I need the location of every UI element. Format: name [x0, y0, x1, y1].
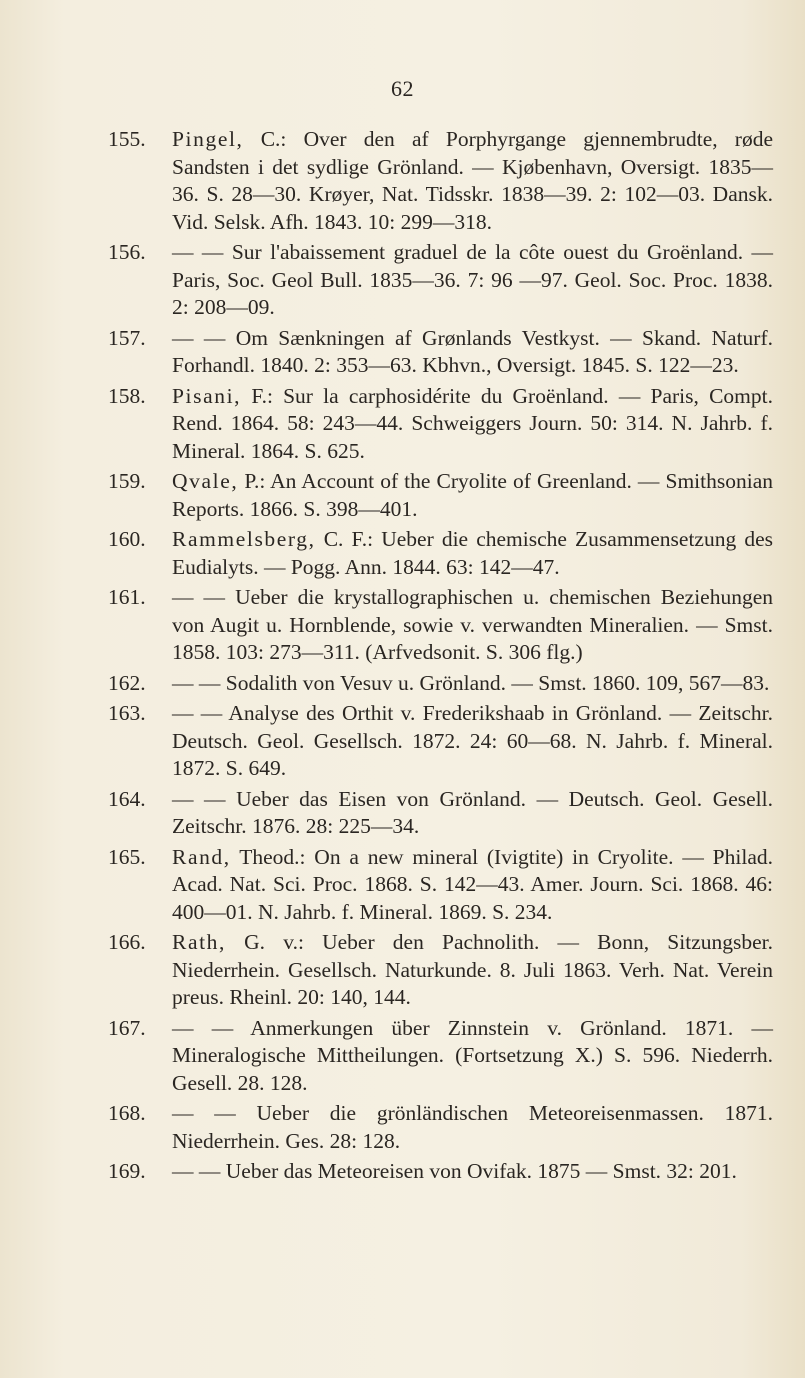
entry-text: [172, 383, 773, 466]
entry-number: 163.: [108, 701, 146, 725]
entry-text: [172, 325, 773, 380]
entry-citation: — — Ueber die krystallographischen u. chemischen Beziehungen von Augit u. Hornblende, sowie v. verwandten Mineralien. — Smst. 1858. 103: 273—311. (Arfvedsonit. S. 306 flg.): [172, 585, 773, 664]
entry-text: [172, 1015, 773, 1098]
entry-number: 168.: [108, 1101, 146, 1125]
entry-text: [172, 126, 773, 236]
entry-citation: — — Ueber das Eisen von Grönland. — Deutsch. Geol. Gesell. Zeitschr. 1876. 28: 225—34.: [172, 786, 773, 838]
entry-number: 169.: [108, 1159, 146, 1183]
entry-number: 160.: [108, 527, 146, 551]
entry-citation: C. F.: Ueber die chemische Zusammensetzung des Eudialyts. — Pogg. Ann. 1844. 63: 142—47.: [172, 527, 773, 579]
entry-number: 158.: [108, 383, 146, 408]
entry-citation: — — Om Sænkningen af Grønlands Vestkyst. — Skand. Naturf. Forhandl. 1840. 2: 353—63. Kbhvn., Oversigt. 1845. S. 122—23.: [172, 325, 773, 377]
bibliography-entry: [108, 786, 773, 841]
entry-citation: — — Analyse des Orthit v. Frederikshaab in Grönland. — Zeitschr. Deutsch. Geol. Gesellsch. 1872. 24: 60—68. N. Jahrb. f. Mineral. 1872. S. 649.: [172, 701, 773, 780]
bibliography-entry: [108, 468, 773, 523]
entry-text: [172, 700, 773, 783]
entry-citation: — — Ueber das Meteoreisen von Ovifak. 1875 — Smst. 32: 201.: [172, 1159, 737, 1183]
entry-author: Rand,: [172, 844, 231, 869]
bibliography-entry: [108, 1100, 773, 1155]
entry-author: Rath,: [172, 930, 226, 954]
entry-text: [172, 1158, 773, 1186]
bibliography-entry: [108, 526, 773, 581]
bibliography-entry: [108, 1158, 773, 1186]
entry-text: [172, 929, 773, 1012]
bibliography-entry: [108, 844, 773, 927]
entry-text: [172, 239, 773, 322]
entry-citation: — — Ueber die grönländischen Meteoreisenmassen. 1871. Niederrhein. Ges. 28: 128.: [172, 1101, 773, 1153]
entry-number: 166.: [108, 930, 146, 954]
page-number: 62: [391, 76, 414, 101]
bibliography-entry: [108, 383, 773, 466]
bibliography-entry: [108, 239, 773, 322]
entry-citation: C.: Over den af Porphyrgange gjennembrudte, røde Sandsten i det sydlige Grönland. — Kjøbenhavn, Oversigt. 1835—36. S. 28—30. Krøyer, Nat. Tidsskr. 1838—39. 2: 102—03. Dansk. Vid. Selsk. Afh. 1843. 10: 299—318.: [172, 127, 773, 234]
entry-citation: Theod.: On a new mineral (Ivigtite) in Cryolite. — Philad. Acad. Nat. Sci. Proc. 1868. S. 142—43. Amer. Journ. Sci. 1868. 46: 400—01. N. Jahrb. f. Mineral. 1869. S. 234.: [172, 844, 773, 924]
entry-citation: — — Anmerkungen über Zinnstein v. Grönland. 1871. — Mineralogische Mittheilungen. (Fortsetzung X.) S. 596. Niederrh. Gesell. 28. 128.: [172, 1015, 773, 1095]
bibliography-list: [108, 126, 773, 1189]
entry-author: Rammelsberg,: [172, 527, 316, 551]
bibliography-entry: [108, 1015, 773, 1098]
entry-citation: P.: An Account of the Cryolite of Greenland. — Smithsonian Reports. 1866. S. 398—401.: [172, 469, 773, 521]
entry-citation: G. v.: Ueber den Pachnolith. — Bonn, Sitzungsber. Niederrhein. Gesellsch. Naturkunde. 8. Juli 1863. Verh. Nat. Verein preus. Rheinl. 20: 140, 144.: [172, 930, 773, 1009]
entry-number: 167.: [108, 1015, 146, 1040]
entry-number: 159.: [108, 469, 146, 493]
entry-number: 165.: [108, 844, 146, 869]
entry-author: Qvale,: [172, 469, 239, 493]
entry-number: 155.: [108, 127, 146, 151]
entry-number: 156.: [108, 240, 146, 264]
entry-number: 157.: [108, 325, 146, 350]
entry-text: [172, 844, 773, 927]
entry-text: [172, 526, 773, 581]
entry-citation: — — Sur l'abaissement graduel de la côte ouest du Groënland. — Paris, Soc. Geol Bull. 1835—36. 7: 96 —97. Geol. Soc. Proc. 1838. 2: 208—09.: [172, 240, 773, 319]
entry-author: Pingel,: [172, 127, 244, 151]
bibliography-entry: [108, 929, 773, 1012]
entry-text: [172, 1100, 773, 1155]
entry-text: [172, 584, 773, 667]
bibliography-entry: [108, 700, 773, 783]
entry-text: [172, 670, 773, 698]
bibliography-entry: [108, 584, 773, 667]
bibliography-entry: [108, 325, 773, 380]
entry-number: 162.: [108, 670, 146, 695]
entry-text: [172, 468, 773, 523]
bibliography-entry: [108, 670, 773, 698]
entry-number: 164.: [108, 786, 146, 811]
bibliography-entry: [108, 126, 773, 236]
entry-citation: — — Sodalith von Vesuv u. Grönland. — Smst. 1860. 109, 567—83.: [172, 670, 770, 695]
entry-text: [172, 786, 773, 841]
entry-citation: F.: Sur la carphosidérite du Groënland. — Paris, Compt. Rend. 1864. 58: 243—44. Schweiggers Journ. 50: 314. N. Jahrb. f. Mineral. 1864. S. 625.: [172, 383, 773, 463]
entry-number: 161.: [108, 585, 146, 609]
entry-author: Pisani,: [172, 383, 242, 408]
